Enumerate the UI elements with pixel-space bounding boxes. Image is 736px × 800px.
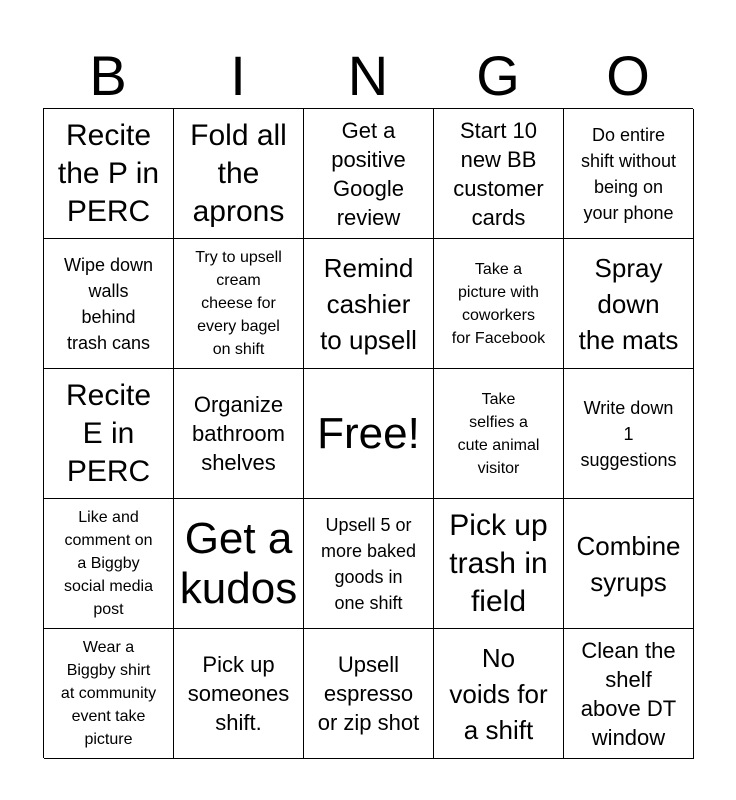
bingo-cell-r5-c5[interactable] xyxy=(564,629,694,759)
cell-text: Pick up trash in field xyxy=(449,508,548,618)
cell-text: Like and comment on a Biggby social media post xyxy=(64,509,153,618)
bingo-cell-r4-c3[interactable] xyxy=(304,499,434,629)
cell-text: Start 10 new BB customer cards xyxy=(453,117,544,230)
bingo-cell-r3-c2[interactable] xyxy=(174,369,304,499)
bingo-cell-r1-c5[interactable] xyxy=(564,109,694,239)
bingo-cell-r2-c4[interactable] xyxy=(434,239,564,369)
bingo-cell-r3-c3[interactable] xyxy=(304,369,434,499)
bingo-cell-r1-c1[interactable] xyxy=(44,109,174,239)
bingo-cell-r2-c2[interactable] xyxy=(174,239,304,369)
cell-text: Get a positive Google review xyxy=(331,117,406,230)
header-letter-b: B xyxy=(89,44,127,107)
cell-text: Write down 1 suggestions xyxy=(580,397,677,470)
bingo-cell-r3-c4[interactable] xyxy=(434,369,564,499)
bingo-cell-r1-c4[interactable] xyxy=(434,109,564,239)
free-space-text: Free! xyxy=(317,408,420,458)
cell-text: Try to upsell cream cheese for every bagel on shift xyxy=(195,249,282,358)
cell-text: Wipe down walls behind trash cans xyxy=(63,254,154,353)
cell-text: No voids for a shift xyxy=(449,642,548,745)
bingo-cell-r4-c5[interactable] xyxy=(564,499,694,629)
bingo-cell-r5-c3[interactable] xyxy=(304,629,434,759)
header-letter-g: G xyxy=(476,44,520,107)
cell-text: Upsell 5 or more baked goods in one shift xyxy=(320,514,417,613)
cell-text: Pick up someones shift. xyxy=(187,652,290,735)
cell-text: Wear a Biggby shirt at community event take picture xyxy=(60,639,157,748)
bingo-cell-r1-c3[interactable] xyxy=(304,109,434,239)
cell-text: Upsell espresso or zip shot xyxy=(317,652,420,735)
bingo-cell-r2-c1[interactable] xyxy=(44,239,174,369)
bingo-cell-r1-c2[interactable] xyxy=(174,109,304,239)
bingo-cell-r5-c2[interactable] xyxy=(174,629,304,759)
cell-text: Organize bathroom shelves xyxy=(192,392,285,475)
cell-text: Get a kudos xyxy=(179,513,298,613)
bingo-cell-r4-c2[interactable] xyxy=(174,499,304,629)
cell-text: Combine syrups xyxy=(576,530,681,597)
cell-text: Spray down the mats xyxy=(578,252,679,355)
cell-text: Take a picture with coworkers for Facebook xyxy=(451,260,546,347)
bingo-grid xyxy=(43,108,693,758)
cell-text: Recite E in PERC xyxy=(65,378,152,488)
bingo-cell-r2-c3[interactable] xyxy=(304,239,434,369)
header-letter-o: O xyxy=(606,44,650,107)
bingo-cell-r4-c1[interactable] xyxy=(44,499,174,629)
cell-text: Do entire shift without being on your phone xyxy=(580,124,677,223)
bingo-cell-r3-c1[interactable] xyxy=(44,369,174,499)
bingo-cell-r3-c5[interactable] xyxy=(564,369,694,499)
bingo-cell-r5-c4[interactable] xyxy=(434,629,564,759)
header-letter-n: N xyxy=(347,44,389,107)
cell-text: Take selfies a cute animal visitor xyxy=(457,390,540,477)
cell-text: Remind cashier to upsell xyxy=(320,252,417,355)
bingo-cell-r5-c1[interactable] xyxy=(44,629,174,759)
bingo-cell-r4-c4[interactable] xyxy=(434,499,564,629)
header-letter-i: I xyxy=(230,44,246,107)
bingo-header xyxy=(43,44,693,108)
bingo-cell-r2-c5[interactable] xyxy=(564,239,694,369)
cell-text: Fold all the aprons xyxy=(190,118,287,228)
cell-text: Recite the P in PERC xyxy=(57,118,160,228)
cell-text: Clean the shelf above DT window xyxy=(580,637,677,750)
